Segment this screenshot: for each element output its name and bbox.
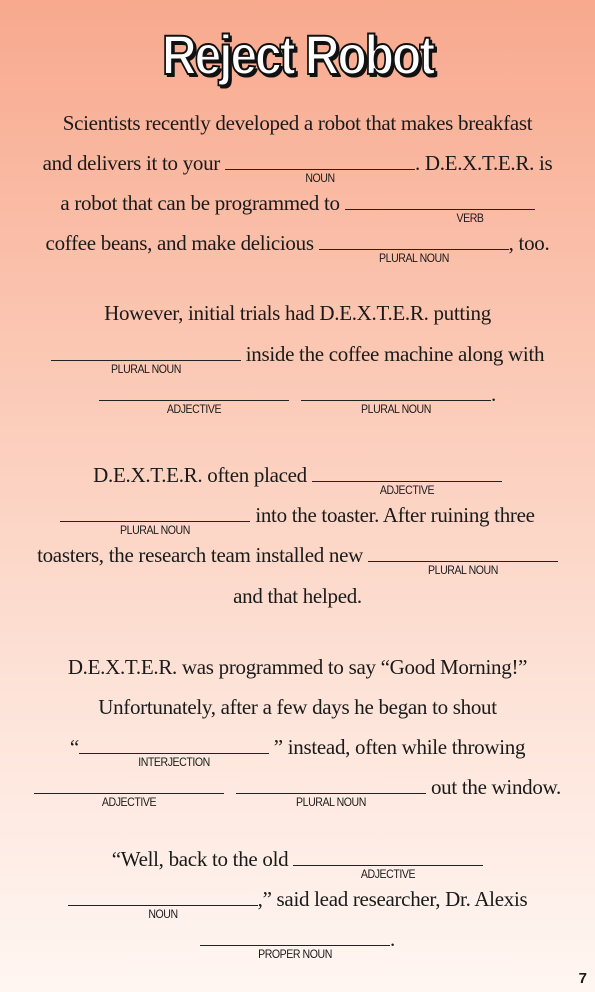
blank-plural-noun[interactable] bbox=[301, 382, 491, 416]
story-line bbox=[0, 774, 595, 809]
story-text: ” instead, often while throwing bbox=[273, 735, 526, 759]
story-text: However, initial trials had D.E.X.T.E.R. putting bbox=[104, 301, 491, 325]
story-line bbox=[0, 502, 595, 537]
story-text: ,” said lead researcher, Dr. Alexis bbox=[257, 887, 528, 911]
story-line bbox=[0, 734, 595, 769]
blank-label: VERB bbox=[456, 211, 484, 225]
blank-label: ADJECTIVE bbox=[361, 867, 416, 881]
story-line bbox=[0, 300, 595, 326]
story-text: . D.E.X.T.E.R. is bbox=[414, 151, 553, 175]
story-text: D.E.X.T.E.R. was programmed to say “Good Morning!” bbox=[67, 655, 528, 679]
blank-plural-noun[interactable] bbox=[236, 775, 426, 809]
blank-label: ADJECTIVE bbox=[379, 483, 434, 497]
story-line bbox=[0, 654, 595, 680]
story-text: coffee beans, and make delicious bbox=[45, 231, 314, 255]
blank-noun[interactable] bbox=[68, 887, 258, 921]
blank-adjective[interactable] bbox=[99, 382, 289, 416]
story-line bbox=[0, 230, 595, 265]
page-number: 7 bbox=[578, 970, 587, 987]
story-line bbox=[0, 886, 595, 921]
story-line bbox=[0, 150, 595, 185]
blank-plural-noun[interactable] bbox=[60, 503, 250, 537]
story-line bbox=[0, 846, 595, 881]
story-text: , too. bbox=[508, 231, 550, 255]
story-line bbox=[0, 694, 595, 720]
story-text: D.E.X.T.E.R. often placed bbox=[93, 463, 307, 487]
story-text: and delivers it to your bbox=[42, 151, 221, 175]
story-text: inside the coffee machine along with bbox=[245, 342, 545, 366]
page-title: Reject Robot bbox=[161, 23, 434, 86]
story-text: into the toaster. After ruining three bbox=[255, 503, 535, 527]
blank-noun[interactable] bbox=[225, 151, 415, 185]
blank-label: PLURAL NOUN bbox=[296, 795, 366, 809]
story-text: and that helped. bbox=[233, 584, 362, 608]
blank-label: ADJECTIVE bbox=[166, 402, 222, 416]
story-text: toasters, the research team installed new bbox=[37, 543, 363, 567]
blank-label: NOUN bbox=[147, 907, 178, 921]
story-text: “Well, back to the old bbox=[111, 847, 289, 871]
blank-label: PLURAL NOUN bbox=[361, 402, 431, 416]
blank-adjective[interactable] bbox=[34, 775, 224, 809]
story-line bbox=[0, 583, 595, 609]
blank-proper-noun[interactable] bbox=[200, 927, 390, 961]
story-line bbox=[0, 462, 595, 497]
story-line bbox=[0, 110, 595, 136]
blank-verb[interactable] bbox=[345, 191, 535, 225]
blank-label: ADJECTIVE bbox=[101, 795, 157, 809]
blank-plural-noun[interactable] bbox=[368, 543, 558, 577]
story-text: . bbox=[491, 382, 496, 406]
story-text: out the window. bbox=[430, 775, 561, 799]
story-text: Unfortunately, after a few days he began to shout bbox=[98, 695, 497, 719]
story-line bbox=[0, 341, 595, 376]
story-text: Scientists recently developed a robot that makes breakfast bbox=[62, 111, 533, 135]
story-line bbox=[0, 381, 595, 416]
story-text: a robot that can be programmed to bbox=[60, 191, 340, 215]
blank-interjection[interactable] bbox=[79, 735, 269, 769]
story-text: . bbox=[390, 927, 395, 951]
blank-label: PLURAL NOUN bbox=[378, 251, 449, 265]
story-line bbox=[0, 190, 595, 225]
story-text: “ bbox=[69, 735, 79, 759]
blank-label: PROPER NOUN bbox=[258, 947, 332, 961]
blank-label: INTERJECTION bbox=[138, 755, 210, 769]
story-line bbox=[0, 542, 595, 577]
blank-adjective[interactable] bbox=[312, 463, 502, 497]
blank-plural-noun[interactable] bbox=[51, 342, 241, 376]
blank-label: PLURAL NOUN bbox=[427, 563, 498, 577]
blank-label: NOUN bbox=[305, 171, 335, 185]
blank-label: PLURAL NOUN bbox=[110, 362, 181, 376]
blank-adjective[interactable] bbox=[293, 847, 483, 881]
blank-plural-noun[interactable] bbox=[319, 231, 509, 265]
blank-label: PLURAL NOUN bbox=[120, 523, 191, 537]
story-line bbox=[0, 926, 595, 961]
